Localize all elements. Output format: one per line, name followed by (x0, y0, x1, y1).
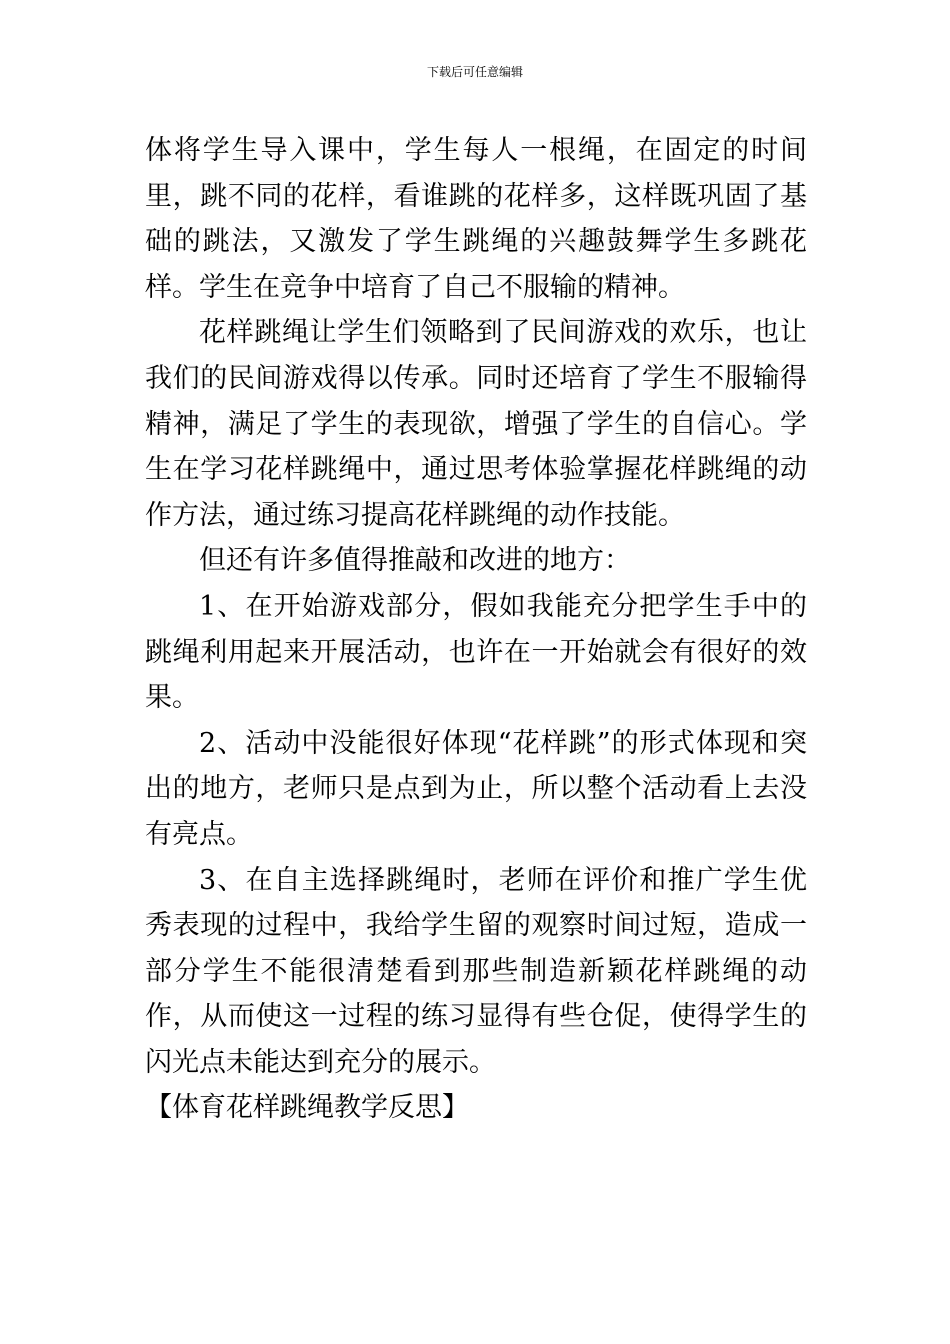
paragraph-improvements-intro: 但还有许多值得推敲和改进的地方： (199, 545, 631, 577)
paragraph-reflection: 花样跳绳让学生们领略到了民间游戏的欢乐，也让我们的民间游戏得以传承。同时还培育了学生不服输得精神，满足了学生的表现欲，增强了学生的自信心。学生在学习花样跳绳中，通过思考体验掌握花样跳绳的动作方法，通过练习提高花样跳绳的动作技能。 (145, 317, 807, 531)
list-item-2: 2、活动中没能很好体现“花样跳”的形式体现和突出的地方，老师只是点到为止，所以整个活动看上去没有亮点。 (145, 727, 807, 850)
list-item-1: 1、在开始游戏部分，假如我能充分把学生手中的跳绳利用起来开展活动，也许在一开始就会有很好的效果。 (145, 590, 807, 714)
page-header-note: 下载后可任意编辑 (426, 65, 523, 79)
section-heading: 【体育花样跳绳教学反思】 (145, 1092, 469, 1124)
paragraph-continuation: 体将学生导入课中，学生每人一根绳，在固定的时间里，跳不同的花样，看谁跳的花样多，这样既巩固了基础的跳法，又激发了学生跳绳的兴趣鼓舞学生多跳花样。学生在竞争中培育了自己不服输的精神。 (145, 135, 807, 303)
list-item-3: 3、在自主选择跳绳时，老师在评价和推广学生优秀表现的过程中，我给学生留的观察时间过短，造成一部分学生不能很清楚看到那些制造新颖花样跳绳的动作，从而使这一过程的练习显得有些仓促，使得学生的闪光点未能达到充分的展示。 (145, 864, 807, 1078)
document-body (145, 128, 807, 1131)
